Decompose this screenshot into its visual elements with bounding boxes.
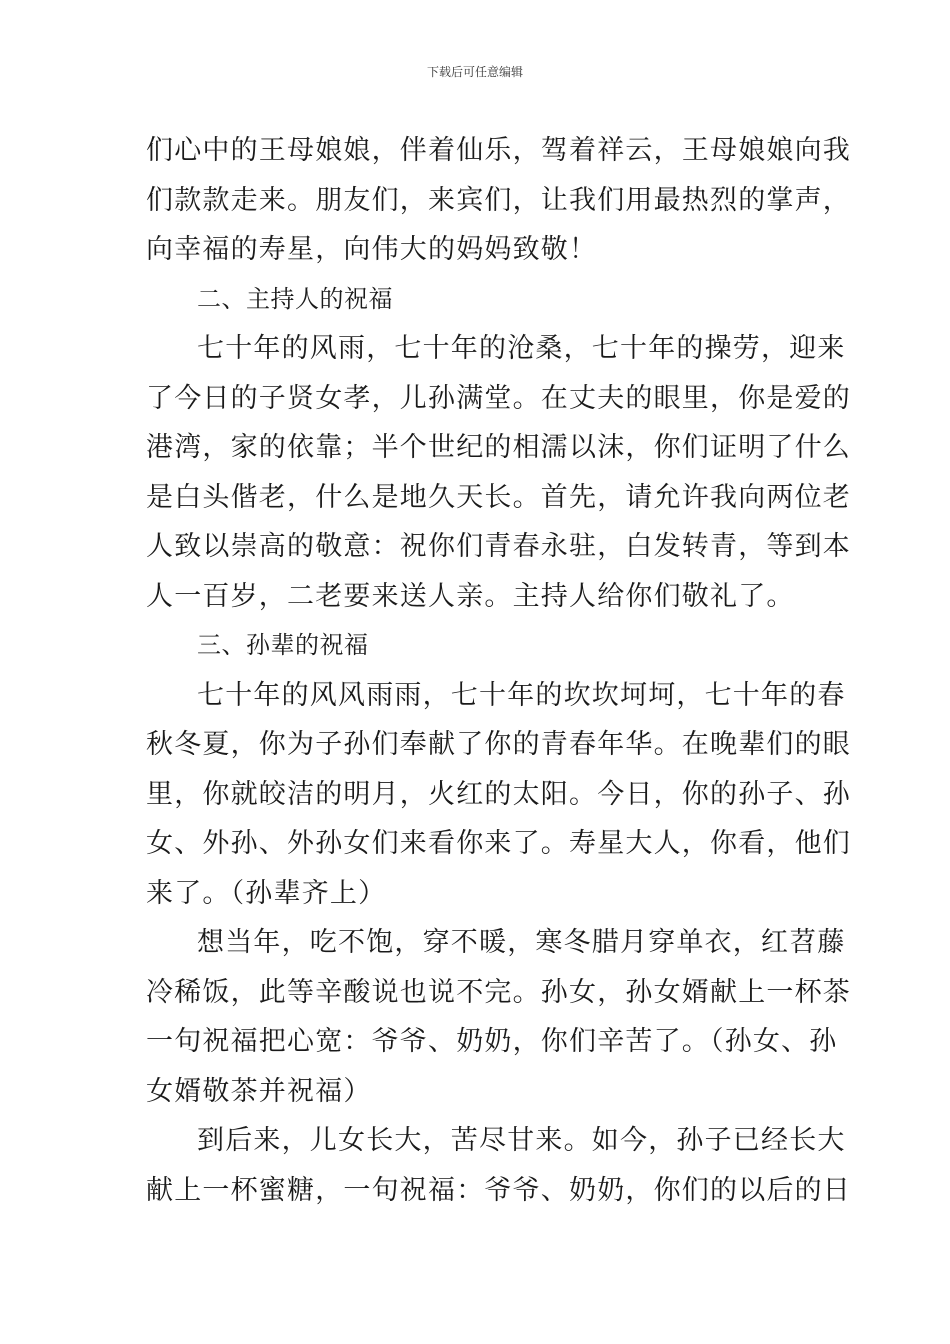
text-line: 女婿敬茶并祝福）	[146, 1075, 372, 1107]
text-line: 港湾，家的依靠；半个世纪的相濡以沫，你们证明了什么	[146, 432, 851, 463]
section-heading-host-blessing: 二、主持人的祝福	[197, 284, 393, 313]
document-body	[146, 126, 851, 1215]
text-line: 到后来，儿女长大，苦尽甘来。如今，孙子已经长大	[197, 1125, 846, 1156]
text-line: 们款款走来。朋友们，来宾们，让我们用最热烈的掌声，	[146, 184, 851, 216]
text-line: 想当年，吃不饱，穿不暖，寒冬腊月穿单衣，红苕藤	[197, 927, 846, 958]
text-line: 们心中的王母娘娘，伴着仙乐，驾着祥云，王母娘娘向我	[146, 135, 851, 166]
section-heading-grandchildren-blessing: 三、孙辈的祝福	[197, 631, 369, 659]
text-line: 人一百岁，二老要来送人亲。主持人给你们敬礼了。	[146, 580, 795, 612]
page-header: 下载后可任意编辑	[426, 65, 523, 79]
text-line: 是白头偕老，什么是地久天长。首先，请允许我向两位老	[146, 481, 851, 513]
text-line: 献上一杯蜜糖，一句祝福：爷爷、奶奶，你们的以后的日	[146, 1174, 851, 1206]
text-line: 七十年的风风雨雨，七十年的坎坎坷坷，七十年的春	[197, 679, 846, 711]
text-line: 向幸福的寿星，向伟大的妈妈致敬！	[146, 234, 598, 265]
text-line: 来了。（孙辈齐上）	[146, 877, 387, 909]
text-line: 七十年的风雨，七十年的沧桑，七十年的操劳，迎来	[197, 333, 846, 364]
text-line: 秋冬夏，你为子孙们奉献了你的青春年华。在晚辈们的眼	[146, 729, 851, 760]
text-line: 女、外孙、外孙女们来看你来了。寿星大人，你看，他们	[146, 828, 851, 859]
text-line: 里，你就皎洁的明月，火红的太阳。今日，你的孙子、孙	[146, 778, 851, 810]
text-line: 冷稀饭，此等辛酸说也说不完。孙女，孙女婿献上一杯茶	[146, 976, 851, 1008]
text-line: 一句祝福把心宽：爷爷、奶奶，你们辛苦了。（孙女、孙	[146, 1026, 838, 1057]
text-line: 人致以崇高的敬意：祝你们青春永驻，白发转青，等到本	[146, 531, 851, 562]
text-line: 了今日的子贤女孝，儿孙满堂。在丈夫的眼里，你是爱的	[146, 382, 851, 414]
